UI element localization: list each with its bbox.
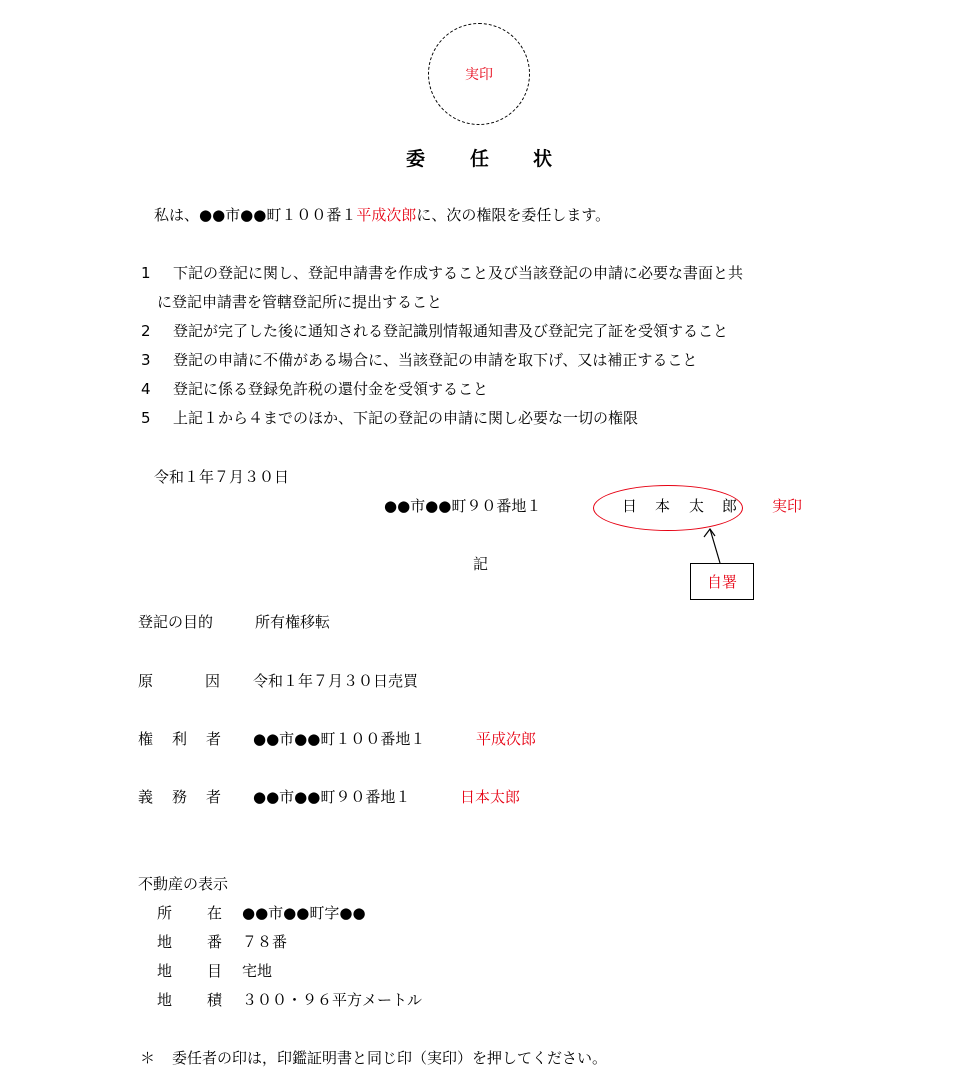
obligor-name: 日本太郎 [460, 788, 521, 806]
signer-seal-label: 実印 [772, 497, 803, 515]
property-heading: 不動産の表示 [138, 875, 229, 893]
signer-address: ●●市●●町９０番地１ [384, 497, 542, 515]
footnote-mark: ＊ [140, 1049, 156, 1067]
document-date: 令和１年７月３０日 [154, 468, 290, 486]
item-number: 2 [141, 322, 151, 340]
intro-suffix: に、次の権限を委任します。 [416, 206, 611, 224]
detail-value-obligor: ●●市●●町９０番地１ [253, 788, 411, 806]
self-sign-label: 自署 [706, 573, 737, 591]
title-char-1: 委 [406, 148, 427, 170]
property-value-area: ３００・９６平方メートル [242, 991, 423, 1009]
detail-label-char: 務 [172, 788, 188, 806]
property-value-lot-number: ７８番 [242, 933, 288, 951]
item-text-continued: に登記申請書を管轄登記所に提出すること [157, 293, 443, 311]
detail-label-char: 権 [138, 730, 154, 748]
agent-name: 平成次郎 [356, 206, 417, 224]
item-text: 登記が完了した後に通知される登記識別情報通知書及び登記完了証を受領すること [173, 322, 729, 340]
item-number: 4 [141, 380, 151, 398]
signer-name-char: 本 [655, 497, 671, 515]
detail-label-char: 利 [172, 730, 188, 748]
detail-label-purpose: 登記の目的 [138, 613, 214, 631]
seal-label: 実印 [465, 67, 493, 83]
detail-label-char: 者 [206, 788, 222, 806]
signer-name-char: 太 [689, 497, 705, 515]
detail-value-cause: 令和１年７月３０日売買 [253, 672, 419, 690]
item-number: 1 [141, 264, 151, 282]
item-text: 登記の申請に不備がある場合に、当該登記の申請を取下げ、又は補正すること [173, 351, 698, 369]
title-char-2: 任 [470, 148, 491, 170]
property-label-char: 在 [207, 904, 223, 922]
detail-label-char: 原 [138, 672, 154, 690]
item-text: 上記１から４までのほか、下記の登記の申請に関し必要な一切の権限 [173, 409, 639, 427]
detail-label-char: 因 [205, 672, 221, 690]
signer-name-char: 郎 [722, 497, 738, 515]
detail-value-purpose: 所有権移転 [255, 613, 331, 631]
property-label-char: 番 [207, 933, 223, 951]
item-text: 下記の登記に関し、登記申請書を作成すること及び当該登記の申請に必要な書面と共 [173, 264, 744, 282]
property-label-char: 地 [157, 991, 173, 1009]
detail-value-right-holder: ●●市●●町１００番地１ [253, 730, 426, 748]
self-sign-box [690, 563, 754, 600]
signer-name-char: 日 [622, 497, 638, 515]
property-label-char: 積 [207, 991, 223, 1009]
seal-placeholder-circle [428, 23, 530, 125]
ki-heading: 記 [473, 555, 489, 573]
property-label-char: 所 [157, 904, 173, 922]
intro-line [154, 208, 610, 223]
item-number: 5 [141, 409, 151, 427]
detail-label-char: 者 [206, 730, 222, 748]
detail-label-char: 義 [138, 788, 154, 806]
property-label-char: 目 [207, 962, 223, 980]
intro-prefix: 私は、●●市●●町１００番１ [154, 206, 357, 224]
item-text: 登記に係る登録免許税の還付金を受領すること [173, 380, 489, 398]
title-char-3: 状 [533, 148, 554, 170]
right-holder-name: 平成次郎 [476, 730, 537, 748]
item-number: 3 [141, 351, 151, 369]
property-value-location: ●●市●●町字●● [242, 904, 366, 922]
property-label-char: 地 [157, 933, 173, 951]
property-value-land-category: 宅地 [242, 962, 273, 980]
property-label-char: 地 [157, 962, 173, 980]
footnote-text: 委任者の印は，印鑑証明書と同じ印（実印）を押してください。 [172, 1049, 608, 1067]
